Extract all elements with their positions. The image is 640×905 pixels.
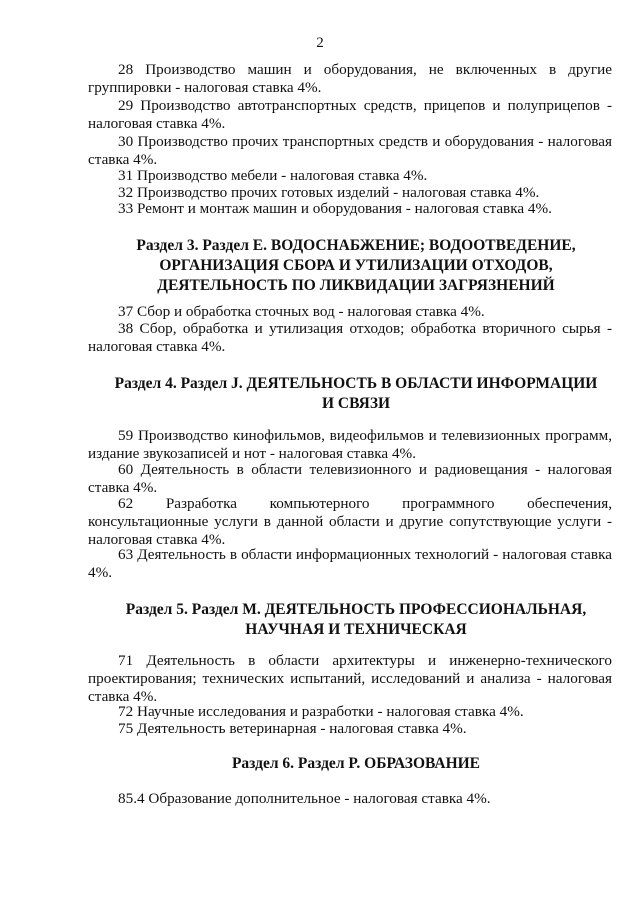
item-75: 75 Деятельность ветеринарная - налоговая ставка 4%. xyxy=(118,720,467,737)
section-4-heading-line: Раздел 4. Раздел J. ДЕЯТЕЛЬНОСТЬ В ОБЛАСТИ ИНФОРМАЦИИ xyxy=(114,375,598,392)
item-63: 63 Деятельность в области информационных технологий - налоговая ставка 4%. xyxy=(88,546,612,581)
item-72: 72 Научные исследования и разработки - налоговая ставка 4%. xyxy=(118,703,524,720)
section-3-heading-line: ДЕЯТЕЛЬНОСТЬ ПО ЛИКВИДАЦИИ ЗАГРЯЗНЕНИЙ xyxy=(157,277,555,294)
section-5-heading-line: Раздел 5. Раздел M. ДЕЯТЕЛЬНОСТЬ ПРОФЕССИОНАЛЬНАЯ, xyxy=(125,601,587,618)
item-31: 31 Производство мебели - налоговая ставка 4%. xyxy=(118,167,428,184)
item-32: 32 Производство прочих готовых изделий - налоговая ставка 4%. xyxy=(118,184,540,201)
item-62: 62 Разработка компьютерного программного обеспечения, консультационные услуги в данной области и другие сопутствующие услуги - налоговая ставка 4%. xyxy=(88,495,612,548)
section-4-heading-line: И СВЯЗИ xyxy=(321,395,391,412)
section-3-heading xyxy=(100,236,612,296)
item-29: 29 Производство автотранспортных средств, прицепов и полуприцепов - налоговая ставка 4%. xyxy=(88,97,612,132)
section-5-heading-line: НАУЧНАЯ И ТЕХНИЧЕСКАЯ xyxy=(245,621,467,638)
item-38: 38 Сбор, обработка и утилизация отходов; обработка вторичного сырья - налоговая ставка 4%. xyxy=(88,320,612,355)
item-37: 37 Сбор и обработка сточных вод - налоговая ставка 4%. xyxy=(118,303,485,320)
item-28: 28 Производство машин и оборудования, не включенных в другие группировки - налоговая ставка 4%. xyxy=(88,61,612,96)
section-5-heading xyxy=(100,600,612,640)
section-6-heading xyxy=(100,754,612,774)
page-number: 2 xyxy=(316,35,324,51)
item-71: 71 Деятельность в области архитектуры и инженерно-технического проектирования; технических испытаний, исследований и анализа - налоговая ставка 4%. xyxy=(88,652,612,705)
item-59: 59 Производство кинофильмов, видеофильмов и телевизионных программ, издание звукозаписей и нот - налоговая ставка 4%. xyxy=(88,427,612,462)
section-3-heading-line: ОРГАНИЗАЦИЯ СБОРА И УТИЛИЗАЦИИ ОТХОДОВ, xyxy=(159,257,553,274)
item-60: 60 Деятельность в области телевизионного и радиовещания - налоговая ставка 4%. xyxy=(88,461,612,496)
section-6-heading-line: Раздел 6. Раздел P. ОБРАЗОВАНИЕ xyxy=(231,755,481,772)
section-4-heading xyxy=(100,374,612,414)
item-30: 30 Производство прочих транспортных средств и оборудования - налоговая ставка 4%. xyxy=(88,133,612,168)
item-85-4: 85.4 Образование дополнительное - налоговая ставка 4%. xyxy=(118,790,491,807)
section-3-heading-line: Раздел 3. Раздел E. ВОДОСНАБЖЕНИЕ; ВОДООТВЕДЕНИЕ, xyxy=(136,237,576,254)
item-33: 33 Ремонт и монтаж машин и оборудования - налоговая ставка 4%. xyxy=(118,200,552,217)
